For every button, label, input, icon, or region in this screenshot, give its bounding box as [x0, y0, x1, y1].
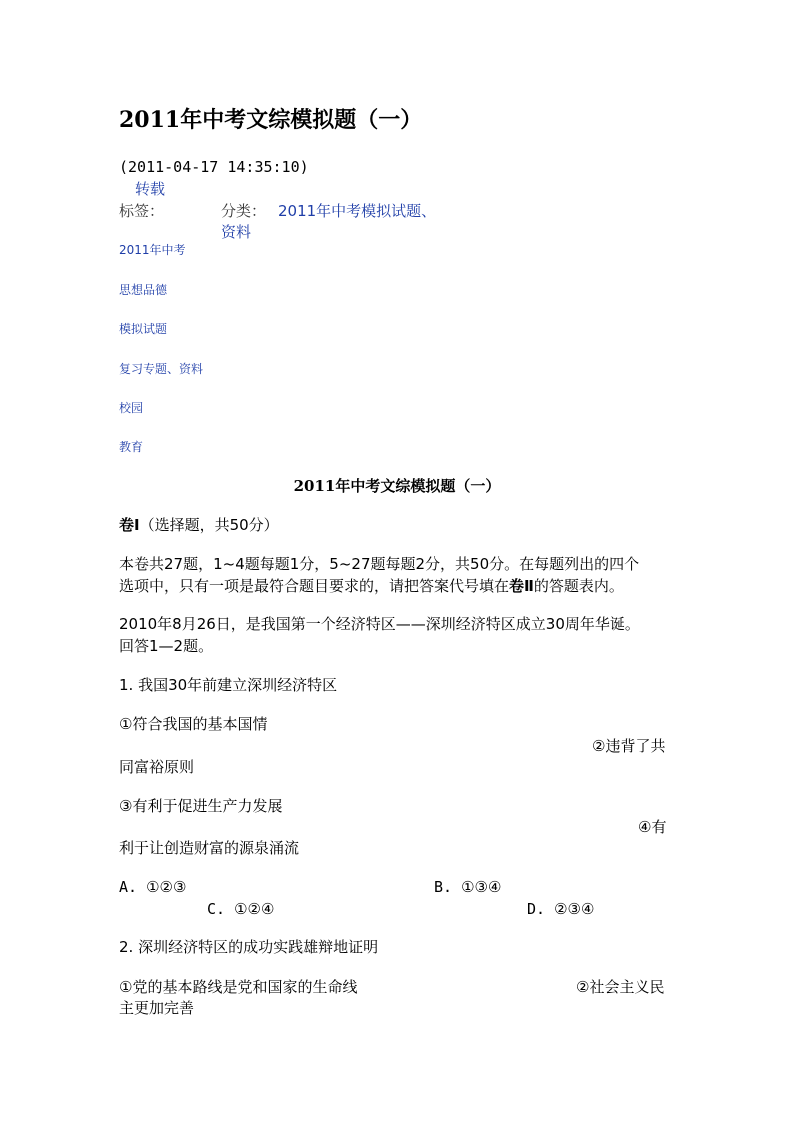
question-stem: 2. 深圳经济特区的成功实践雄辩地证明 [119, 938, 379, 956]
question-option-continued: 主更加完善 [119, 999, 195, 1017]
question-option: ②社会主义民 [576, 978, 665, 996]
question-option: ③有利于促进生产力发展 [119, 797, 283, 815]
instructions-text: 的答题表内。 [533, 577, 624, 595]
category-label: 分类： [221, 202, 267, 220]
question-option: ①符合我国的基本国情 [119, 715, 268, 733]
question-option-continued: 同富裕原则 [119, 758, 195, 776]
question-option-continued: 利于让创造财富的源泉涌流 [119, 839, 300, 857]
answer-choice-a: A. ①②③ [119, 878, 187, 896]
tag-link[interactable]: 校园 [119, 401, 144, 415]
answer-choice-d: D. ②③④ [527, 900, 595, 918]
instructions-bold: 卷Ⅱ [509, 577, 534, 595]
answer-choice-c: C. ①②④ [207, 900, 275, 918]
instructions-line [119, 575, 624, 597]
repost-link[interactable]: 转载 [135, 180, 166, 198]
tag-link[interactable]: 2011年中考 [119, 243, 186, 257]
category-link[interactable]: 2011年中考模拟试题、 [278, 202, 437, 220]
tags-label: 标签： [119, 202, 165, 220]
section-rest: （选择题，共50分） [139, 516, 279, 534]
category-link-continued[interactable]: 资料 [221, 223, 252, 241]
intro-line: 回答1—2题。 [119, 637, 214, 655]
question-stem: 1. 我国30年前建立深圳经济特区 [119, 676, 338, 694]
question-option: ②违背了共 [592, 737, 666, 755]
post-datetime: (2011-04-17 14:35:10) [119, 158, 309, 176]
section-heading [119, 514, 279, 536]
instructions-text: 选项中，只有一项是最符合题目要求的，请把答案代号填在 [119, 577, 510, 595]
tag-link[interactable]: 复习专题、资料 [119, 362, 204, 376]
instructions-line: 本卷共27题，1~4题每题1分，5~27题每题2分，共50分。在每题列出的四个 [119, 555, 640, 573]
page-title: 2011年中考文综模拟题（一） [119, 107, 423, 133]
tag-link[interactable]: 思想品德 [119, 283, 168, 297]
question-option: ④有 [638, 818, 667, 836]
section-prefix: 卷Ⅰ [119, 516, 140, 534]
intro-line: 2010年8月26日，是我国第一个经济特区——深圳经济特区成立30周年华诞。 [119, 615, 640, 633]
answer-choice-b: B. ①③④ [434, 878, 502, 896]
article-title: 2011年中考文综模拟题（一） [293, 477, 501, 495]
tag-link[interactable]: 教育 [119, 440, 144, 454]
tag-link[interactable]: 模拟试题 [119, 322, 168, 336]
question-option: ①党的基本路线是党和国家的生命线 [119, 978, 358, 996]
